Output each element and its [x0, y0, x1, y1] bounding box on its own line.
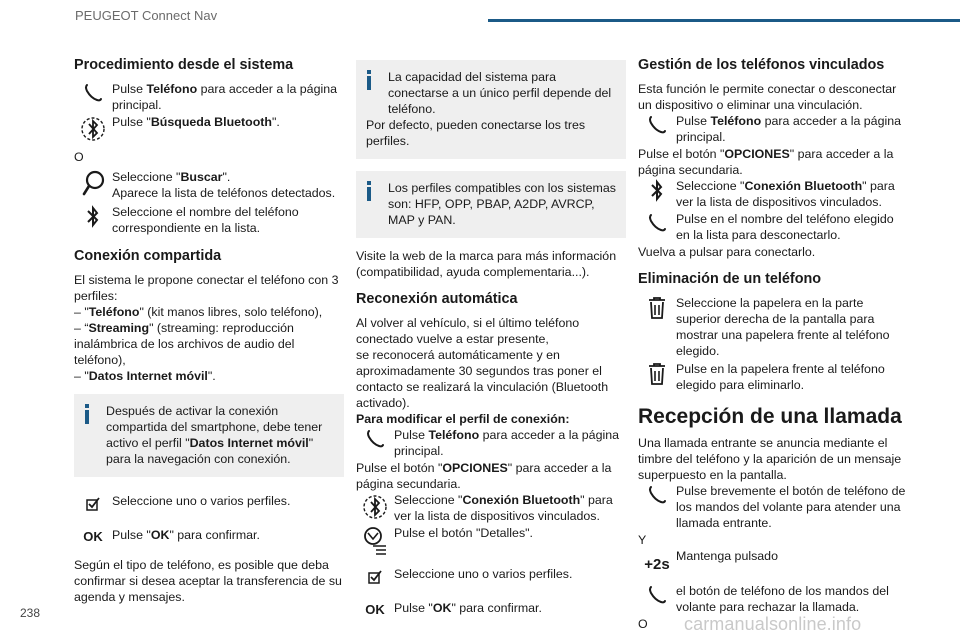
step-hold-pressed: +2s Mantenga pulsado	[638, 548, 908, 582]
bluetooth-icon	[638, 178, 676, 208]
step-reject-call: el botón de teléfono de los mandos del volante para rechazar la llamada.	[638, 583, 908, 615]
step-disconnect: Pulse en el nombre del teléfono elegido en la lista para desconectarlo.	[638, 211, 908, 243]
phone-handset-icon	[638, 583, 676, 613]
info-icon	[85, 404, 89, 425]
info-note: Después de activar la conexión compartida del smartphone, debe tener activo el perfil "Datos Internet móvil" para la navegación con conexión.	[74, 394, 344, 477]
header-accent-bar	[488, 19, 960, 22]
step-select-profiles: Seleccione uno o varios perfiles.	[74, 487, 344, 517]
heading-reconexion: Reconexión automática	[356, 291, 518, 307]
trash-icon	[638, 361, 676, 395]
column-1: Procedimiento desde el sistema Pulse Teléfono para acceder a la página principal. Pulse "Búsqueda Bluetooth". O Seleccione "Buscar". Aparece la lista de teléfonos detectados. Seleccione el nombre del teléfono correspondiente en la lista. Conexión compartida El sistema le propone conectar el teléfono con 3 perfiles: – "Teléfono" (kit manos libres, solo teléfono), – “Streaming" (streaming: reproducción inalámbrica de los archivos de audio del teléfono), – "Datos Internet móvil". Después de activar la conexión compartida del smartphone, debe tener activo el perfil "Datos Internet móvil" para la navegación con conexión. Seleccione uno o varios perfiles. OK Pulse "OK" para confirmar. Según el tipo de teléfono, es posible que deba confirmar si desea aceptar la transferencia de su agenda y mensajes.	[74, 56, 344, 605]
details-list-icon	[356, 525, 394, 559]
info-icon	[367, 70, 371, 91]
watermark: carmanualsonline.info	[684, 614, 862, 634]
bluetooth-search-icon	[74, 114, 112, 148]
bluetooth-search-icon	[356, 492, 394, 522]
hold-2s-icon: +2s	[644, 556, 670, 573]
step-trash-select: Seleccione la papelera en la parte superior derecha de la pantalla para mostrar una papelera frente al teléfono elegido.	[638, 295, 908, 359]
step-select-profiles: Seleccione uno o varios perfiles.	[356, 560, 626, 590]
phone-handset-icon	[638, 483, 676, 513]
or-label: O	[74, 150, 84, 164]
step-confirm-ok: OK Pulse "OK" para confirmar.	[74, 521, 344, 551]
checkbox-icon	[356, 560, 394, 590]
page-number: 238	[20, 606, 41, 620]
column-2: La capacidad del sistema para conectarse a un único perfil depende del teléfono. Por defecto, pueden conectarse los tres perfiles. Los perfiles compatibles con los sistemas son: HFP, OPP, PBAP, A2DP, AVRCP, MAP y PAN. Visite la web de la marca para más información (compatibilidad, ayuda complementaria...). Reconexión automática Al volver al vehículo, si el último teléfono conectado vuelve a estar presente, se reconocerá automáticamente y en aproximadamente 30 segundos tras poner el contacto se realizará la vinculación (Bluetooth activado). Para modificar el perfil de conexión: Pulse Teléfono para acceder a la página principal. Pulse el botón "OPCIONES" para acceder a la página secundaria. Seleccione "Conexión Bluetooth" para ver la lista de dispositivos vinculados. Pulse el botón "Detalles". Seleccione uno o varios perfiles. OK Pulse "OK" para confirmar.	[356, 60, 626, 625]
heading-gestion: Gestión de los teléfonos vinculados	[638, 57, 885, 73]
info-note: La capacidad del sistema para conectarse a un único perfil depende del teléfono. Por defecto, pueden conectarse los tres perfiles.	[356, 60, 626, 159]
step-answer-call: Pulse brevemente el botón de teléfono de los mandos del volante para atender una llamada entrante.	[638, 483, 908, 531]
heading-conexion-compartida: Conexión compartida	[74, 248, 222, 264]
step-phone: Pulse Teléfono para acceder a la página principal.	[74, 81, 344, 113]
phone-handset-icon	[638, 113, 676, 143]
step-details: Pulse el botón "Detalles".	[356, 525, 626, 559]
heading-eliminacion: Eliminación de un teléfono	[638, 271, 822, 287]
phone-handset-icon	[356, 427, 394, 457]
checkbox-icon	[74, 487, 112, 517]
step-trash-delete: Pulse en la papelera frente al teléfono elegido para eliminarlo.	[638, 361, 908, 395]
heading-recepcion: Recepción de una llamada	[638, 405, 902, 428]
info-note: Los perfiles compatibles con los sistemas son: HFP, OPP, PBAP, A2DP, AVRCP, MAP y PAN.	[356, 171, 626, 238]
step-bluetooth-connection: Seleccione "Conexión Bluetooth" para ver la lista de dispositivos vinculados.	[356, 492, 626, 524]
ok-icon: OK	[83, 529, 103, 544]
header-title: PEUGEOT Connect Nav	[75, 8, 218, 23]
column-3: Gestión de los teléfonos vinculados Esta función le permite conectar o desconectar un dispositivo o eliminar una vinculación. Pulse Teléfono para acceder a la página principal. Pulse el botón "OPCIONES" para acceder a la página secundaria. Seleccione "Conexión Bluetooth" para ver la lista de dispositivos vinculados. Pulse en el nombre del teléfono elegido en la lista para desconectarlo. Vuelva a pulsar para conectarlo. Eliminación de un teléfono Seleccione la papelera en la parte superior derecha de la pantalla para mostrar una papelera frente al teléfono elegido. Pulse en la papelera frente al teléfono elegido para eliminarlo. Recepción de una llamada Una llamada entrante se anuncia mediante el timbre del teléfono y la aparición de un mensaje superpuesto en la pantalla. Pulse brevemente el botón de teléfono de los mandos del volante para atender una llamada entrante. Y +2s Mantenga pulsado el botón de teléfono de los mandos del volante para rechazar la llamada. O	[638, 56, 908, 632]
step-bluetooth-search: Pulse "Búsqueda Bluetooth".	[74, 114, 344, 148]
step-confirm-ok: OK Pulse "OK" para confirmar.	[356, 594, 626, 624]
step-buscar: Seleccione "Buscar". Aparece la lista de teléfonos detectados.	[74, 169, 344, 203]
step-phone: Pulse Teléfono para acceder a la página principal.	[638, 113, 908, 145]
heading-procedimiento: Procedimiento desde el sistema	[74, 57, 294, 73]
phone-handset-icon	[638, 211, 676, 241]
phone-handset-icon	[74, 81, 112, 111]
magnifier-icon	[74, 169, 112, 203]
step-phone: Pulse Teléfono para acceder a la página principal.	[356, 427, 626, 459]
bluetooth-icon	[74, 204, 112, 234]
subheading-modificar: Para modificar el perfil de conexión:	[356, 412, 570, 426]
step-select-phone: Seleccione el nombre del teléfono correspondiente en la lista.	[74, 204, 344, 236]
info-icon	[367, 181, 371, 202]
step-bluetooth-connection: Seleccione "Conexión Bluetooth" para ver la lista de dispositivos vinculados.	[638, 178, 908, 210]
trash-icon	[638, 295, 676, 329]
ok-icon: OK	[365, 602, 385, 617]
